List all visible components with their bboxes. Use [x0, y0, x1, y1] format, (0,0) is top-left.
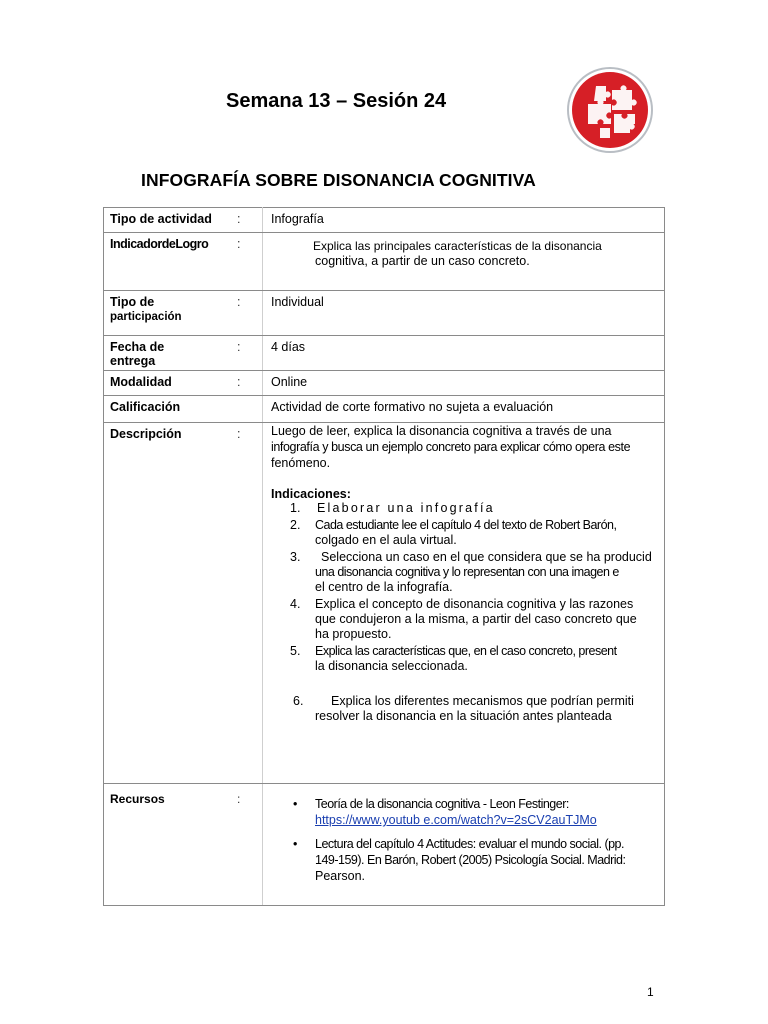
modalidad-label-cell: [104, 371, 263, 396]
puzzle-logo-icon: [566, 66, 654, 154]
fecha-label-1: Fecha de: [110, 340, 165, 354]
calificacion-label-cell: [104, 396, 263, 423]
recurso-2-line-3: Pearson.: [315, 869, 366, 883]
list-item: [271, 550, 664, 595]
table-row: [104, 784, 665, 906]
item-number: 2.: [290, 518, 301, 532]
item-line: colgado en el aula virtual.: [315, 533, 457, 547]
item-line: Explica los diferentes mecanismos que podrían permiti: [331, 694, 634, 708]
indicaciones-title: Indicaciones:: [271, 487, 351, 501]
item-line: el centro de la infografía.: [315, 580, 453, 594]
recursos-label: Recursos: [110, 792, 165, 806]
descripcion-intro: [271, 423, 664, 471]
table-row: [104, 208, 665, 233]
tipo-actividad-value: Infografía: [263, 208, 665, 233]
tipo-actividad-label: Tipo de actividad: [110, 212, 212, 226]
participacion-value: Individual: [263, 291, 665, 336]
table-row: [104, 396, 665, 423]
item-number: 6.: [293, 694, 304, 708]
indicaciones-list: [271, 501, 664, 724]
modalidad-label: Modalidad: [110, 375, 172, 389]
item-line: resolver la disonancia en la situación antes planteada: [315, 709, 612, 723]
item-line: Explica las características que, en el caso concreto, present: [315, 644, 617, 658]
item-line: Elaborar una infografía: [317, 501, 495, 515]
table-row: [104, 371, 665, 396]
colon: :: [237, 340, 241, 354]
list-item: [271, 796, 664, 828]
bullet: •: [293, 837, 298, 851]
descripcion-label-cell: [104, 423, 263, 784]
colon: :: [237, 375, 241, 389]
item-line: la disonancia seleccionada.: [315, 659, 468, 673]
fecha-label-cell: [104, 336, 263, 371]
item-line: una disonancia cognitiva y lo representan con una imagen e: [315, 565, 619, 579]
page-title: Semana 13 – Sesión 24: [226, 90, 447, 112]
table-row: [104, 423, 665, 784]
list-item: [271, 501, 664, 516]
youtube-link[interactable]: https://www.youtub e.com/watch?v=2sCV2auTJMo: [315, 813, 597, 827]
page-number: 1: [647, 985, 654, 999]
item-number: 1.: [290, 501, 301, 515]
document-heading: INFOGRAFÍA SOBRE DISONANCIA COGNITIVA: [141, 170, 536, 190]
tipo-actividad-label-cell: [104, 208, 263, 233]
indicador-label: IndicadordeLogro: [110, 237, 209, 251]
colon: :: [237, 237, 241, 251]
indicador-line-2: cognitiva, a partir de un caso concreto.: [315, 254, 530, 268]
recurso-1-text: Teoría de la disonancia cognitiva - Leon Festinger:: [315, 797, 569, 811]
participacion-label-2: participación: [110, 311, 182, 323]
fecha-value: 4 días: [263, 336, 665, 371]
indicador-line-1: Explica las principales características de la disonancia: [313, 239, 602, 253]
list-item: [271, 644, 664, 674]
table-row: [104, 233, 665, 291]
activity-table: [103, 207, 665, 906]
item-line: que condujeron a la misma, a partir del caso concreto que: [315, 612, 637, 626]
calificacion-label: Calificación: [110, 400, 181, 414]
participacion-label-1: Tipo de: [110, 295, 155, 309]
colon: :: [237, 792, 241, 806]
indicador-value-cell: [263, 233, 665, 291]
colon: :: [237, 427, 241, 441]
item-number: 5.: [290, 644, 301, 658]
indicador-label-cell: [104, 233, 263, 291]
fecha-label-2: entrega: [110, 354, 156, 368]
list-item: [271, 694, 664, 724]
item-number: 4.: [290, 597, 301, 611]
bullet: •: [293, 797, 298, 811]
descripcion-intro-line-2: infografía y busca un ejemplo concreto para explicar cómo opera este: [271, 440, 631, 454]
item-line: Explica el concepto de disonancia cognitiva y las razones: [315, 597, 634, 611]
list-item: [271, 836, 664, 884]
table-row: [104, 291, 665, 336]
table-row: [104, 336, 665, 371]
descripcion-intro-line-3: fenómeno.: [271, 456, 331, 470]
modalidad-value: Online: [263, 371, 665, 396]
descripcion-intro-line-1: Luego de leer, explica la disonancia cognitiva a través de una: [271, 424, 612, 438]
descripcion-label: Descripción: [110, 427, 182, 441]
recursos-list: [271, 796, 664, 884]
descripcion-value-cell: [263, 423, 665, 784]
recursos-label-cell: [104, 784, 263, 906]
recurso-2-line-2: 149-159). En Barón, Robert (2005) Psicología Social. Madrid:: [315, 853, 626, 867]
list-item: [271, 597, 664, 642]
participacion-label-cell: [104, 291, 263, 336]
list-item: [271, 518, 664, 548]
recursos-value-cell: [263, 784, 665, 906]
colon: :: [237, 212, 241, 226]
item-line: ha propuesto.: [315, 627, 392, 641]
item-number: 3.: [290, 550, 301, 564]
calificacion-value: Actividad de corte formativo no sujeta a evaluación: [263, 396, 665, 423]
item-line: Selecciona un caso en el que considera que se ha producid: [321, 550, 652, 564]
recurso-2-line-1: Lectura del capítulo 4 Actitudes: evaluar el mundo social. (pp.: [315, 837, 624, 851]
item-line: Cada estudiante lee el capítulo 4 del texto de Robert Barón,: [315, 518, 617, 532]
colon: :: [237, 295, 241, 309]
